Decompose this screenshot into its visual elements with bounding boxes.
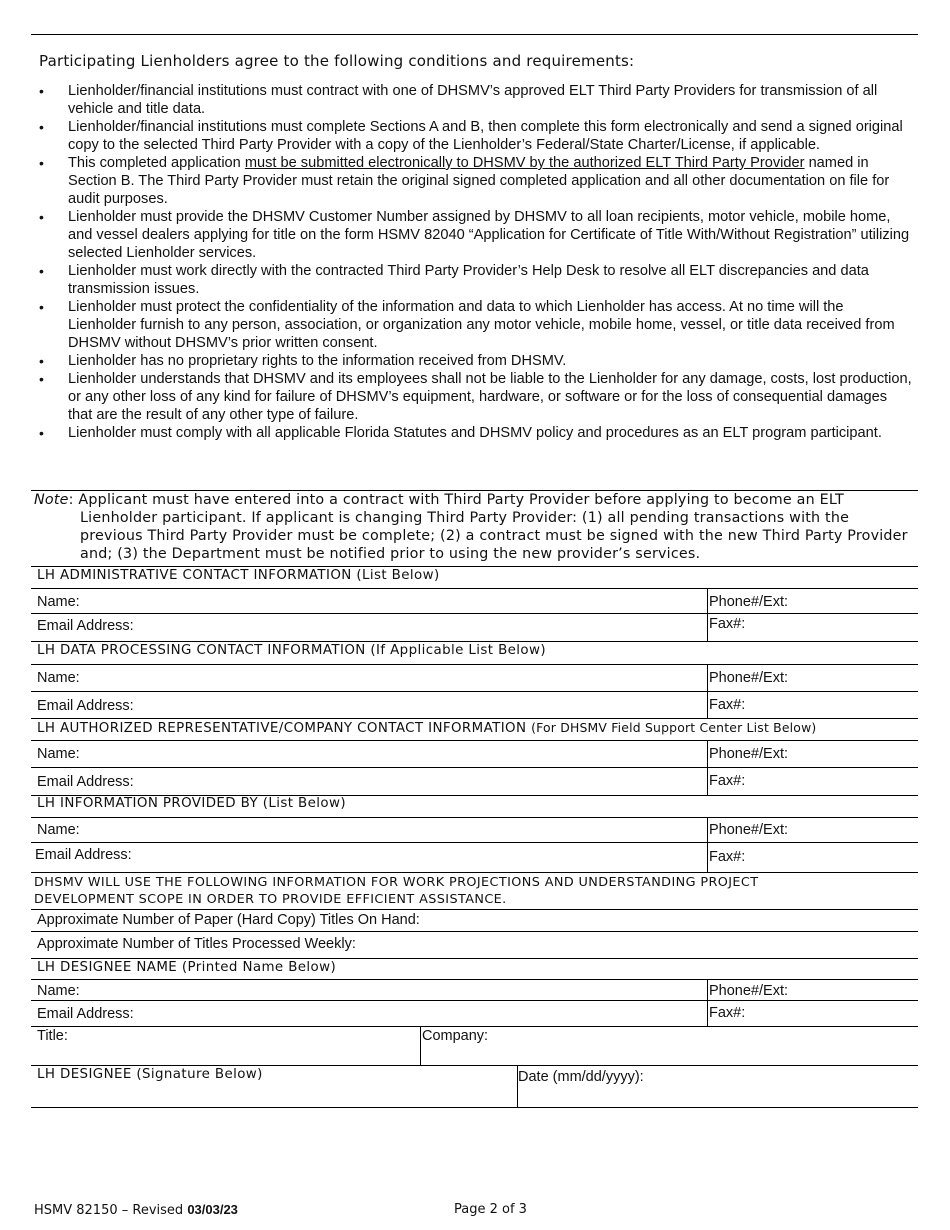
- table-rule: [31, 1065, 918, 1066]
- section-header-sub: (If Applicable List Below): [370, 643, 546, 658]
- paper-titles-label: Approximate Number of Paper (Hard Copy) Titles On Hand:: [37, 912, 420, 928]
- column-divider: [707, 740, 708, 795]
- admin-phone-label: Phone#/Ext:: [709, 594, 788, 610]
- section-header-data-processing: [37, 643, 546, 658]
- table-rule: [31, 767, 918, 768]
- footer-revised-date: 03/03/23: [187, 1202, 238, 1217]
- column-divider: [707, 588, 708, 641]
- condition-item: • Lienholder must work directly with the contracted Third Party Provider’s Help Desk to resolve all ELT discrepancies and data transmission issues.: [39, 262, 915, 298]
- provider-email-label: Email Address:: [35, 847, 132, 863]
- note-text: Applicant must have entered into a contract with Third Party Provider before applying to become an ELT Lienholder participant. If applicant is changing Third Party Provider: (1) all pending transactions with the previous Third Party Provider must be complete; (2) a contract must be signed with the new Third Party Provider and; (3) the Department must be notified prior to using the new provider’s services.: [78, 492, 908, 562]
- weekly-titles-label: Approximate Number of Titles Processed Weekly:: [37, 936, 356, 952]
- section-header-main: LH DATA PROCESSING CONTACT INFORMATION: [37, 643, 366, 658]
- condition-text: This completed application: [68, 155, 245, 171]
- condition-item: • Lienholder must provide the DHSMV Customer Number assigned by DHSMV to all loan recipients, motor vehicle, mobile home, and vessel dealers applying for title on the form HSMV 82040 “Application for Certificate of Title With/Without Registration” utilizing selected Lienholder services.: [39, 208, 915, 262]
- section-header-projections: [34, 874, 758, 908]
- conditions-list: [39, 82, 915, 442]
- section-header-admin-contact: LH ADMINISTRATIVE CONTACT INFORMATION (List Below): [37, 568, 440, 583]
- condition-item: • Lienholder has no proprietary rights to the information received from DHSMV.: [39, 352, 915, 370]
- note-block: Note: Applicant must have entered into a contract with Third Party Provider before applying to become an ELT Lienholder participant. If applicant is changing Third Party Provider: (1) all pending transactions with the previous Third Party Provider must be complete; (2) a contract must be signed with the new Third Party Provider and; (3) the Department must be notified prior to using the new provider’s services.: [31, 490, 918, 563]
- admin-email-label: Email Address:: [37, 618, 134, 634]
- table-rule: [31, 931, 918, 932]
- condition-item: • Lienholder must comply with all applicable Florida Statutes and DHSMV policy and procedures as an ELT program participant.: [39, 424, 915, 442]
- admin-fax-label: Fax#:: [709, 616, 746, 632]
- dp-email-label: Email Address:: [37, 698, 134, 714]
- condition-item: • Lienholder must protect the confidentiality of the information and data to which Lienholder has access. At no time will the Lienholder furnish to any person, association, or organization any motor vehicle, mobile home, vessel, or title data received from DHSMV without DHSMV’s prior written consent.: [39, 298, 915, 352]
- table-rule: [31, 613, 918, 614]
- admin-name-label: Name:: [37, 594, 80, 610]
- top-rule: [31, 34, 918, 35]
- table-rule: [31, 588, 918, 589]
- designee-company-label: Company:: [422, 1028, 489, 1044]
- dp-phone-label: Phone#/Ext:: [709, 670, 788, 686]
- note-label: Note: [34, 492, 69, 508]
- projections-line: DHSMV WILL USE THE FOLLOWING INFORMATION FOR WORK PROJECTIONS AND UNDERSTANDING PROJECT: [34, 875, 759, 890]
- section-header-designee-name: LH DESIGNEE NAME (Printed Name Below): [37, 960, 337, 975]
- dp-fax-label: Fax#:: [709, 697, 746, 713]
- table-rule: [31, 958, 918, 959]
- projections-line: DEVELOPMENT SCOPE IN ORDER TO PROVIDE EFFICIENT ASSISTANCE.: [34, 892, 507, 907]
- section-header-authorized-rep: [37, 720, 816, 736]
- section-header-sub: (For DHSMV Field Support Center List Below): [531, 720, 817, 735]
- designee-email-label: Email Address:: [37, 1006, 134, 1022]
- table-rule: [31, 1026, 918, 1027]
- condition-item: • Lienholder/financial institutions must complete Sections A and B, then complete this form electronically and send a signed original copy to the selected Third Party Provider with a copy of the Lienholder’s Federal/State Charter/License, if applicable.: [39, 118, 915, 154]
- signature-date-label: Date (mm/dd/yyyy):: [518, 1069, 644, 1085]
- provider-fax-label: Fax#:: [709, 849, 746, 865]
- dp-name-label: Name:: [37, 670, 80, 686]
- condition-item: • Lienholder/financial institutions must contract with one of DHSMV’s approved ELT Third Party Providers for transmission of all vehicle and title data.: [39, 82, 915, 118]
- condition-underlined-text: must be submitted electronically to DHSMV by the authorized ELT Third Party Provider: [244, 155, 805, 171]
- condition-item: [39, 154, 915, 208]
- table-rule: [31, 842, 918, 843]
- table-rule: [31, 1107, 918, 1108]
- table-rule: [31, 740, 918, 741]
- provider-phone-label: Phone#/Ext:: [709, 822, 788, 838]
- designee-title-label: Title:: [37, 1028, 68, 1044]
- column-divider: [707, 817, 708, 872]
- rep-name-label: Name:: [37, 746, 80, 762]
- designee-phone-label: Phone#/Ext:: [709, 983, 788, 999]
- condition-item: • Lienholder understands that DHSMV and its employees shall not be liable to the Lienholder for any damage, costs, lost production, or any other loss of any kind for failure of DHSMV’s equipment, hardware, or software or for the loss of consequential damages that are the result of any other type of failure.: [39, 370, 915, 424]
- table-rule: [31, 566, 918, 567]
- intro-text: Participating Lienholders agree to the following conditions and requirements:: [39, 52, 635, 70]
- footer-page-number: Page 2 of 3: [454, 1202, 527, 1217]
- designee-name-label: Name:: [37, 983, 80, 999]
- section-header-provided-by: LH INFORMATION PROVIDED BY (List Below): [37, 796, 346, 811]
- column-divider: [420, 1026, 421, 1065]
- table-rule: [31, 664, 918, 665]
- table-rule: [31, 641, 918, 642]
- column-divider: [707, 979, 708, 1026]
- section-header-designee-signature: LH DESIGNEE (Signature Below): [37, 1067, 263, 1082]
- table-rule: [31, 872, 918, 873]
- column-divider: [707, 664, 708, 718]
- table-rule: [31, 718, 918, 719]
- table-rule: [31, 691, 918, 692]
- condition-text: named in Section B. The Third Party Provider must retain the original signed completed application and all other documentation on file for audit purposes.: [68, 155, 890, 207]
- section-header-main: LH AUTHORIZED REPRESENTATIVE/COMPANY CONTACT INFORMATION: [37, 721, 527, 736]
- table-rule: [31, 1000, 918, 1001]
- rep-email-label: Email Address:: [37, 774, 134, 790]
- rep-phone-label: Phone#/Ext:: [709, 746, 788, 762]
- footer-form-id: [34, 1202, 238, 1218]
- provider-name-label: Name:: [37, 822, 80, 838]
- table-rule: [31, 979, 918, 980]
- designee-fax-label: Fax#:: [709, 1005, 746, 1021]
- footer-form-number: HSMV 82150 – Revised: [34, 1203, 184, 1218]
- rep-fax-label: Fax#:: [709, 773, 746, 789]
- table-rule: [31, 817, 918, 818]
- table-rule: [31, 909, 918, 910]
